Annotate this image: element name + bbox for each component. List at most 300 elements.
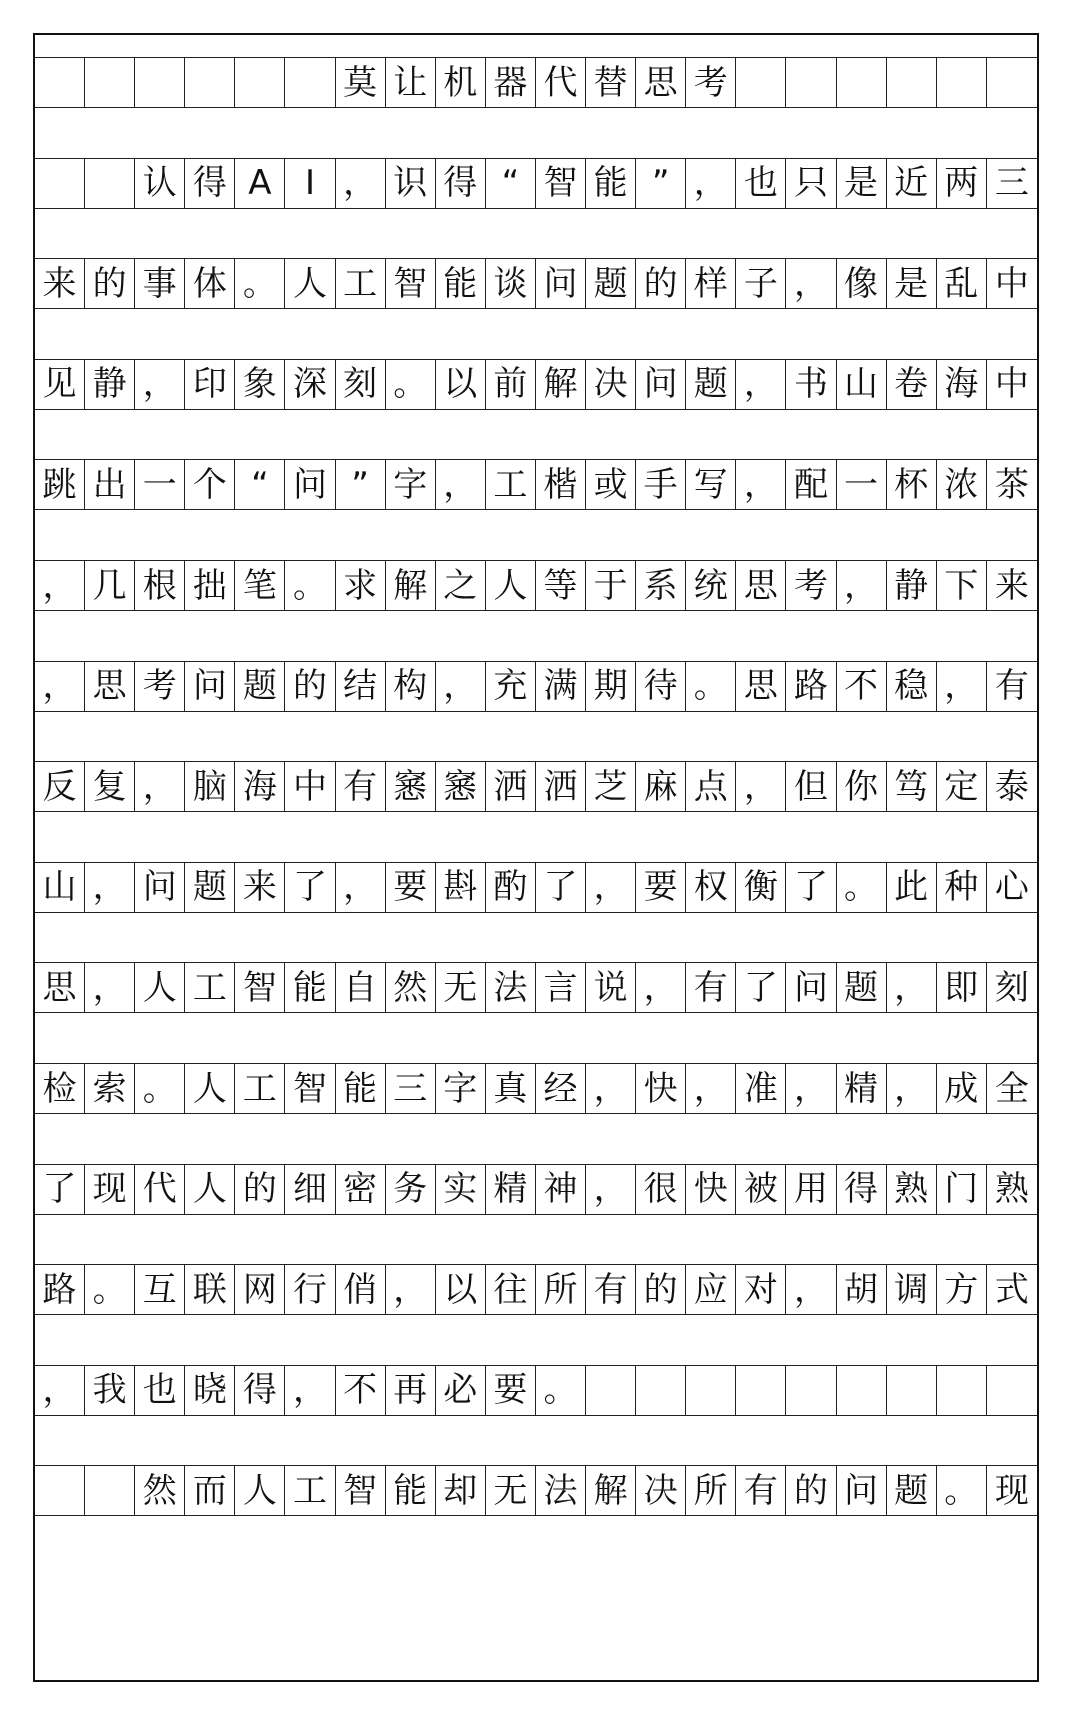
grid-cell: ，	[35, 561, 85, 610]
grid-cell: 定	[937, 762, 987, 811]
grid-cell: 稳	[887, 662, 937, 711]
grid-cell: ，	[285, 1366, 335, 1415]
grid-cell: 的	[235, 1165, 285, 1214]
grid-cell: 。	[235, 259, 285, 308]
grid-cell: 以	[436, 360, 486, 409]
grid-cell: 无	[486, 1466, 536, 1515]
grid-cell: 。	[285, 561, 335, 610]
grid-cell: 要	[386, 863, 436, 912]
grid-cell: 熟	[887, 1165, 937, 1214]
grid-cell: 用	[786, 1165, 836, 1214]
grid-cell: 路	[35, 1265, 85, 1314]
grid-cell: 事	[135, 259, 185, 308]
grid-cell	[85, 159, 135, 208]
grid-cell	[937, 58, 987, 107]
grid-cell: 此	[887, 863, 937, 912]
grid-cell: 洒	[486, 762, 536, 811]
grid-cell: ，	[786, 1064, 836, 1113]
grid-cell: 然	[135, 1466, 185, 1515]
grid-cell: 得	[837, 1165, 887, 1214]
grid-cell: 以	[436, 1265, 486, 1314]
grid-cell	[35, 1466, 85, 1515]
grid-row	[35, 1164, 1037, 1215]
grid-cell: 配	[786, 460, 836, 509]
grid-cell: 人	[486, 561, 536, 610]
grid-cell: 中	[285, 762, 335, 811]
grid-cell: 问	[285, 460, 335, 509]
grid-cell: 智	[536, 159, 586, 208]
grid-cell: ，	[336, 863, 386, 912]
grid-cell: 精	[486, 1165, 536, 1214]
grid-cell: 前	[486, 360, 536, 409]
grid-cell: 。	[536, 1366, 586, 1415]
grid-cell: 调	[887, 1265, 937, 1314]
grid-cell: 问	[185, 662, 235, 711]
grid-cell: 题	[686, 360, 736, 409]
grid-cell: 工	[235, 1064, 285, 1113]
grid-cell: 得	[235, 1366, 285, 1415]
grid-cell: 充	[486, 662, 536, 711]
grid-cell: 机	[436, 58, 486, 107]
grid-cell: 出	[85, 460, 135, 509]
grid-cell: ，	[786, 1265, 836, 1314]
grid-row	[35, 560, 1037, 611]
grid-cell: 能	[436, 259, 486, 308]
grid-cell: 人	[235, 1466, 285, 1515]
grid-cell: 即	[937, 963, 987, 1012]
grid-cell	[85, 58, 135, 107]
grid-cell	[786, 58, 836, 107]
grid-cell: 题	[887, 1466, 937, 1515]
grid-cell: 有	[994, 666, 1029, 707]
grid-cell: 字	[436, 1064, 486, 1113]
grid-cell: 静	[85, 360, 135, 409]
grid-cell: 中	[994, 263, 1029, 304]
grid-row	[35, 862, 1037, 913]
grid-cell: 是	[887, 259, 937, 308]
grid-row	[35, 1063, 1037, 1114]
grid-row	[35, 258, 1037, 309]
grid-cell: 现	[994, 1470, 1029, 1511]
grid-cell: 斟	[436, 863, 486, 912]
grid-cell: 窸	[436, 762, 486, 811]
grid-cell: 你	[837, 762, 887, 811]
grid-cell: ，	[35, 662, 85, 711]
grid-cell: 题	[235, 662, 285, 711]
grid-cell: 待	[636, 662, 686, 711]
grid-cell: 俏	[336, 1265, 386, 1314]
grid-cell: 所	[536, 1265, 586, 1314]
grid-row	[35, 761, 1037, 812]
grid-cell: 法	[536, 1466, 586, 1515]
grid-cell: 写	[686, 460, 736, 509]
grid-cell: 索	[85, 1064, 135, 1113]
grid-row	[35, 359, 1037, 410]
grid-cell: 替	[586, 58, 636, 107]
grid-cell: 权	[686, 863, 736, 912]
grid-cell: 自	[336, 963, 386, 1012]
grid-cell: 往	[486, 1265, 536, 1314]
grid-cell: 得	[436, 159, 486, 208]
grid-cell: ，	[135, 360, 185, 409]
grid-cell: 子	[736, 259, 786, 308]
grid-cell: 。	[837, 863, 887, 912]
grid-cell: ，	[937, 662, 987, 711]
grid-cell: 人	[185, 1064, 235, 1113]
grid-cell: 脑	[185, 762, 235, 811]
grid-cell: 路	[786, 662, 836, 711]
grid-cell: ，	[686, 159, 736, 208]
grid-row	[35, 962, 1037, 1013]
grid-cell: 期	[586, 662, 636, 711]
grid-cell: 刻	[336, 360, 386, 409]
grid-cell: 下	[937, 561, 987, 610]
grid-cell: 是	[837, 159, 887, 208]
grid-row	[35, 661, 1037, 712]
grid-cell: 点	[686, 762, 736, 811]
grid-cell: 于	[586, 561, 636, 610]
grid-cell: 笃	[887, 762, 937, 811]
grid-cell: 检	[35, 1064, 85, 1113]
grid-cell: 的	[85, 259, 135, 308]
grid-cell: ，	[736, 460, 786, 509]
grid-cell: 也	[135, 1366, 185, 1415]
grid-cell	[85, 1466, 135, 1515]
grid-cell: 系	[636, 561, 686, 610]
grid-cell: 所	[686, 1466, 736, 1515]
grid-cell: 人	[285, 259, 335, 308]
grid-cell	[35, 58, 85, 107]
grid-cell: 实	[436, 1165, 486, 1214]
grid-cell: A	[235, 159, 285, 208]
grid-cell: 联	[185, 1265, 235, 1314]
grid-cell: ，	[586, 1165, 636, 1214]
grid-cell: 书	[786, 360, 836, 409]
grid-cell: ，	[336, 159, 386, 208]
grid-cell: 法	[486, 963, 536, 1012]
grid-cell: 根	[135, 561, 185, 610]
grid-cell: 思	[85, 662, 135, 711]
grid-row	[35, 1264, 1037, 1315]
grid-cell: 决	[636, 1466, 686, 1515]
grid-cell: 三	[994, 163, 1029, 204]
grid-cell: 海	[937, 360, 987, 409]
grid-cell: “	[235, 460, 285, 509]
grid-cell: 统	[686, 561, 736, 610]
grid-cell: 工	[336, 259, 386, 308]
grid-cell: 芝	[586, 762, 636, 811]
grid-cell: ，	[887, 963, 937, 1012]
grid-cell: 晓	[185, 1366, 235, 1415]
grid-cell: 。	[135, 1064, 185, 1113]
grid-cell: 跳	[35, 460, 85, 509]
grid-cell: 快	[686, 1165, 736, 1214]
grid-cell: 神	[536, 1165, 586, 1214]
grid-cell	[35, 159, 85, 208]
grid-row	[35, 459, 1037, 510]
grid-cell: 能	[586, 159, 636, 208]
grid-cell: 务	[386, 1165, 436, 1214]
grid-cell: 拙	[185, 561, 235, 610]
grid-cell: ，	[887, 1064, 937, 1113]
grid-cell: 的	[285, 662, 335, 711]
grid-cell	[887, 1366, 937, 1415]
grid-cell: ”	[636, 159, 686, 208]
grid-cell: 思	[636, 58, 686, 107]
grid-cell: ，	[436, 662, 486, 711]
grid-cell: 了	[35, 1165, 85, 1214]
grid-cell: 识	[386, 159, 436, 208]
grid-row	[35, 1465, 1037, 1516]
grid-cell: 网	[235, 1265, 285, 1314]
grid-cell: 人	[185, 1165, 235, 1214]
grid-cell: 问	[636, 360, 686, 409]
grid-cell: 样	[686, 259, 736, 308]
grid-cell: 几	[85, 561, 135, 610]
grid-cell: 山	[837, 360, 887, 409]
grid-cell: 乱	[937, 259, 987, 308]
grid-cell: 山	[35, 863, 85, 912]
grid-cell: 但	[786, 762, 836, 811]
grid-cell: 能	[386, 1466, 436, 1515]
grid-cell: 杯	[887, 460, 937, 509]
grid-cell: ，	[736, 762, 786, 811]
grid-cell: 谈	[486, 259, 536, 308]
grid-cell: 思	[736, 561, 786, 610]
grid-cell: 成	[937, 1064, 987, 1113]
grid-cell: 来	[35, 259, 85, 308]
grid-cell: 卷	[887, 360, 937, 409]
grid-cell: 思	[736, 662, 786, 711]
grid-cell: 复	[85, 762, 135, 811]
grid-cell: 字	[386, 460, 436, 509]
grid-cell: 考	[135, 662, 185, 711]
grid-cell: 代	[135, 1165, 185, 1214]
grid-cell	[736, 58, 786, 107]
grid-cell	[987, 58, 1037, 107]
grid-cell: 笔	[235, 561, 285, 610]
grid-cell: 方	[937, 1265, 987, 1314]
grid-cell: 。	[386, 360, 436, 409]
grid-cell: 要	[636, 863, 686, 912]
grid-cell: 智	[235, 963, 285, 1012]
grid-cell: 一	[135, 460, 185, 509]
grid-cell: 不	[336, 1366, 386, 1415]
grid-cell: 细	[285, 1165, 335, 1214]
grid-cell: 密	[336, 1165, 386, 1214]
grid-cell: 象	[235, 360, 285, 409]
grid-cell: 我	[85, 1366, 135, 1415]
grid-cell: 让	[386, 58, 436, 107]
grid-cell: 决	[586, 360, 636, 409]
grid-cell: 刻	[994, 967, 1029, 1008]
grid-cell: 的	[786, 1466, 836, 1515]
grid-cell	[285, 58, 335, 107]
grid-cell: ，	[386, 1265, 436, 1314]
grid-cell: I	[285, 159, 335, 208]
grid-cell: 构	[386, 662, 436, 711]
grid-cell: 能	[336, 1064, 386, 1113]
grid-cell: 反	[35, 762, 85, 811]
grid-cell: 问	[536, 259, 586, 308]
grid-cell: 题	[586, 259, 636, 308]
grid-cell	[235, 58, 285, 107]
grid-cell: 浓	[937, 460, 987, 509]
grid-cell: 酌	[486, 863, 536, 912]
grid-cell: 不	[837, 662, 887, 711]
grid-cell: 茶	[994, 464, 1029, 505]
grid-cell: 有	[686, 963, 736, 1012]
grid-cell: 来	[235, 863, 285, 912]
grid-cell: 人	[135, 963, 185, 1012]
grid-cell	[185, 58, 235, 107]
grid-cell: 无	[436, 963, 486, 1012]
grid-cell	[837, 58, 887, 107]
grid-cell: 问	[837, 1466, 887, 1515]
grid-cell: ，	[736, 360, 786, 409]
grid-cell	[887, 58, 937, 107]
grid-cell: 麻	[636, 762, 686, 811]
grid-cell: 问	[135, 863, 185, 912]
grid-cell	[937, 1366, 987, 1415]
grid-cell: 楷	[536, 460, 586, 509]
grid-cell: 考	[686, 58, 736, 107]
grid-cell: 满	[536, 662, 586, 711]
grid-cell: 印	[185, 360, 235, 409]
grid-cell: 解	[586, 1466, 636, 1515]
grid-cell: 应	[686, 1265, 736, 1314]
grid-cell: 见	[35, 360, 85, 409]
grid-cell: 或	[586, 460, 636, 509]
grid-cell	[786, 1366, 836, 1415]
grid-cell: 莫	[336, 58, 386, 107]
grid-cell: ，	[837, 561, 887, 610]
grid-cell: 题	[185, 863, 235, 912]
grid-cell: 三	[386, 1064, 436, 1113]
grid-cell: 体	[185, 259, 235, 308]
grid-cell: 像	[837, 259, 887, 308]
grid-cell: 静	[887, 561, 937, 610]
grid-cell: 有	[736, 1466, 786, 1515]
grid-cell: 有	[586, 1265, 636, 1314]
grid-cell	[636, 1366, 686, 1415]
grid-cell: 工	[486, 460, 536, 509]
grid-cell: 了	[786, 863, 836, 912]
grid-cell: 要	[486, 1366, 536, 1415]
grid-cell	[586, 1366, 636, 1415]
grid-cell: 式	[994, 1269, 1029, 1310]
grid-cell: 泰	[994, 766, 1029, 807]
grid-cell: 器	[486, 58, 536, 107]
grid-cell: ，	[436, 460, 486, 509]
grid-cell: 熟	[994, 1169, 1029, 1210]
grid-cell: 智	[336, 1466, 386, 1515]
grid-cell: 一	[837, 460, 887, 509]
grid-cell: ，	[135, 762, 185, 811]
grid-cell: 。	[686, 662, 736, 711]
grid-cell: 海	[235, 762, 285, 811]
grid-cell: 而	[185, 1466, 235, 1515]
grid-cell: 求	[336, 561, 386, 610]
grid-cell	[736, 1366, 786, 1415]
grid-cell: ，	[586, 1064, 636, 1113]
grid-cell: 窸	[386, 762, 436, 811]
grid-row	[35, 1365, 1037, 1416]
grid-cell: 问	[786, 963, 836, 1012]
grid-cell: 精	[837, 1064, 887, 1113]
grid-cell: 结	[336, 662, 386, 711]
grid-cell: 代	[536, 58, 586, 107]
grid-cell: 洒	[536, 762, 586, 811]
grid-cell: 解	[536, 360, 586, 409]
grid-cell: 。	[85, 1265, 135, 1314]
grid-cell: “	[486, 159, 536, 208]
grid-cell: 有	[336, 762, 386, 811]
grid-cell: ，	[686, 1064, 736, 1113]
grid-cell: 经	[536, 1064, 586, 1113]
grid-cell: 思	[35, 963, 85, 1012]
grid-cell: 题	[837, 963, 887, 1012]
grid-cell: 工	[285, 1466, 335, 1515]
grid-cell: 。	[937, 1466, 987, 1515]
grid-cell: 了	[285, 863, 335, 912]
grid-cell: 说	[586, 963, 636, 1012]
grid-cell: ，	[85, 863, 135, 912]
grid-cell: 考	[786, 561, 836, 610]
grid-cell: 行	[285, 1265, 335, 1314]
grid-cell	[686, 1366, 736, 1415]
grid-cell: 等	[536, 561, 586, 610]
grid-cell: 近	[887, 159, 937, 208]
grid-cell: 来	[994, 565, 1029, 606]
grid-cell: ，	[636, 963, 686, 1012]
grid-cell: 被	[736, 1165, 786, 1214]
grid-cell: 真	[486, 1064, 536, 1113]
grid-cell: ，	[786, 259, 836, 308]
grid-cell: 得	[185, 159, 235, 208]
grid-cell: 之	[436, 561, 486, 610]
grid-cell: 中	[994, 364, 1029, 405]
grid-cell	[135, 58, 185, 107]
grid-cell	[987, 1366, 1037, 1415]
grid-cell	[837, 1366, 887, 1415]
grid-cell: 智	[285, 1064, 335, 1113]
grid-cell: 个	[185, 460, 235, 509]
grid-cell: 再	[386, 1366, 436, 1415]
grid-cell: 必	[436, 1366, 486, 1415]
grid-cell: 言	[536, 963, 586, 1012]
grid-cell: 工	[185, 963, 235, 1012]
grid-cell: 的	[636, 1265, 686, 1314]
title-row	[35, 57, 1037, 108]
grid-cell: 了	[736, 963, 786, 1012]
grid-cell: 也	[736, 159, 786, 208]
grid-cell: 种	[937, 863, 987, 912]
grid-cell: 智	[386, 259, 436, 308]
grid-cell: ，	[85, 963, 135, 1012]
grid-cell: 认	[135, 159, 185, 208]
grid-cell: 全	[994, 1068, 1029, 1109]
grid-cell: 对	[736, 1265, 786, 1314]
grid-cell: 胡	[837, 1265, 887, 1314]
grid-cell: 互	[135, 1265, 185, 1314]
grid-cell: 很	[636, 1165, 686, 1214]
grid-cell: 快	[636, 1064, 686, 1113]
grid-cell: 了	[536, 863, 586, 912]
grid-cell: 两	[937, 159, 987, 208]
grid-cell: 衡	[736, 863, 786, 912]
grid-row	[35, 158, 1037, 209]
